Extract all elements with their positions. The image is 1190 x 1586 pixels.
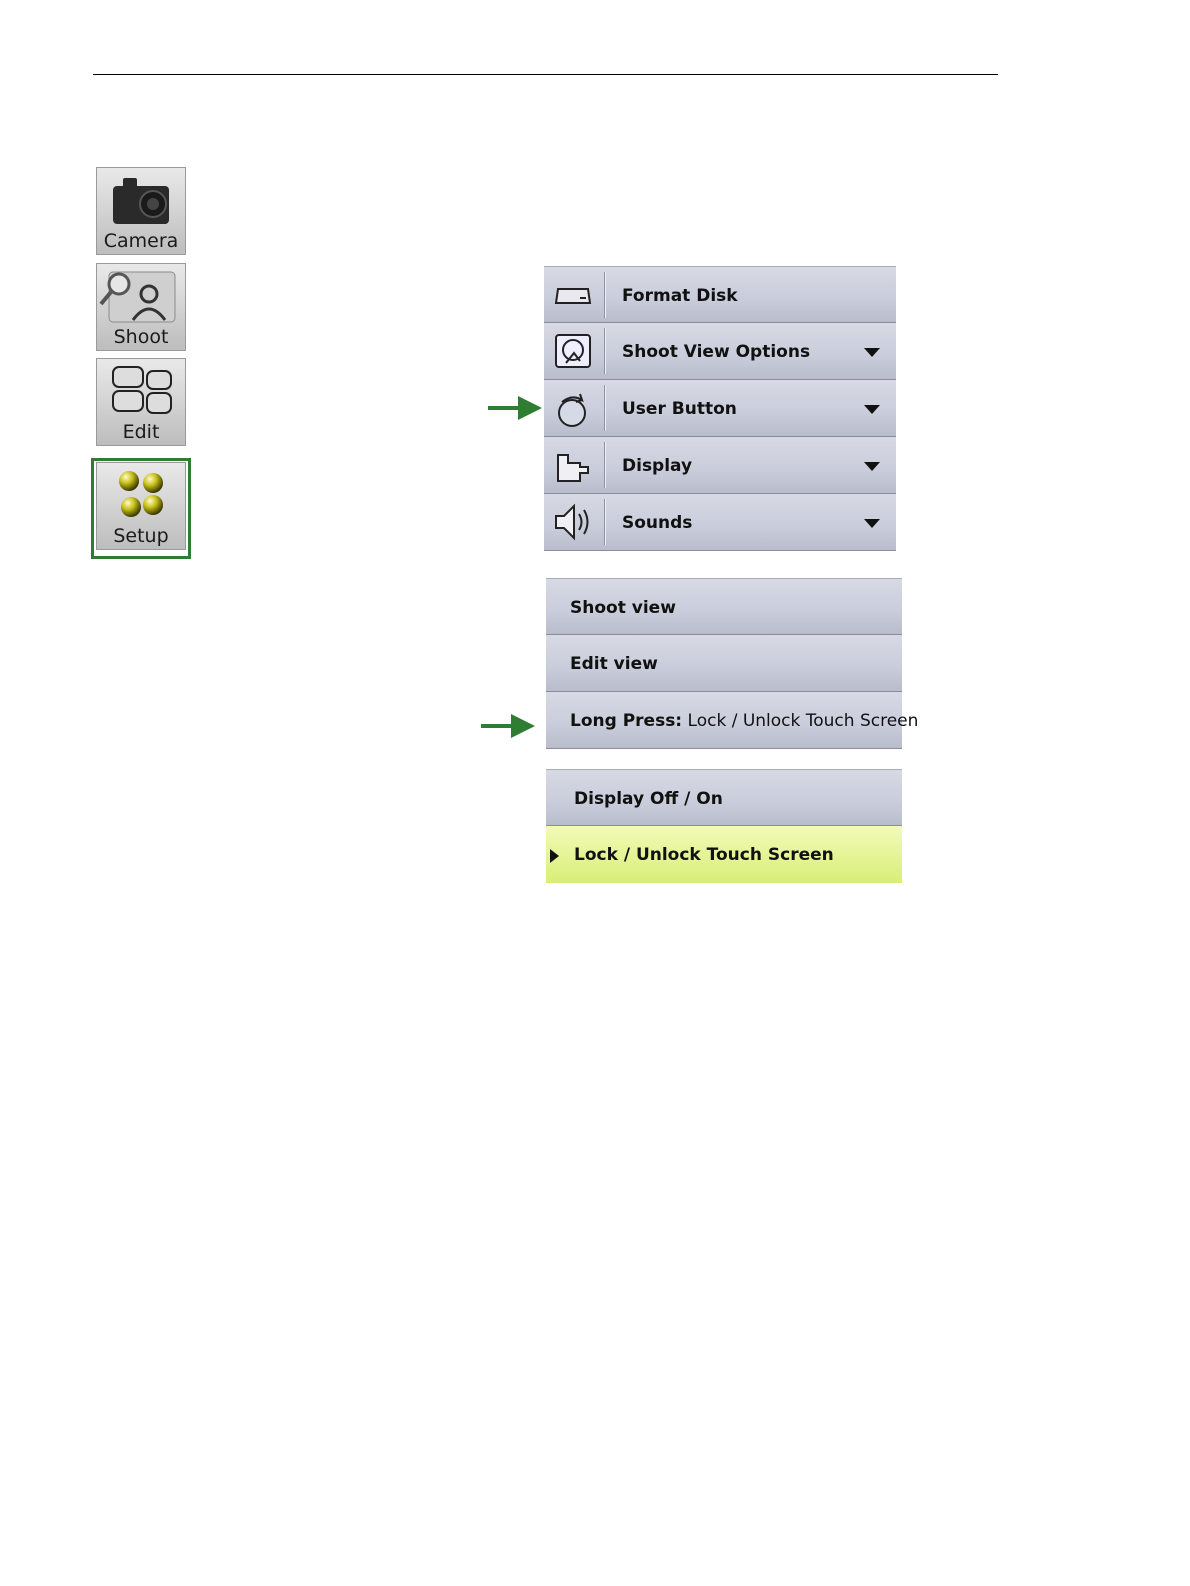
- menu-item-user-button[interactable]: [544, 380, 896, 437]
- speaker-icon: [544, 494, 602, 550]
- menu-item-label: Display: [622, 456, 693, 476]
- selected-marker-icon: [550, 849, 559, 863]
- menu-item-label: Edit view: [570, 654, 658, 674]
- user-button-menu: [546, 578, 919, 749]
- long-press-prefix: Long Press:: [570, 711, 683, 731]
- chevron-down-icon[interactable]: [864, 462, 880, 471]
- chevron-down-icon[interactable]: [864, 348, 880, 357]
- menu-item-shoot-view-options[interactable]: [544, 323, 896, 380]
- green-arrow-icon: [488, 394, 544, 422]
- chevron-down-icon[interactable]: [864, 405, 880, 414]
- mode-tab-label: Setup: [113, 525, 169, 547]
- disk-icon: [544, 267, 602, 322]
- header-rule: [93, 74, 998, 75]
- menu-item-label: Format Disk: [622, 286, 738, 306]
- menu-item-label: User Button: [622, 399, 737, 419]
- long-press-value: Lock / Unlock Touch Screen: [682, 711, 919, 731]
- hand-pointer-icon: [544, 437, 602, 493]
- mode-tab-setup[interactable]: [96, 462, 186, 550]
- menu-item-label: Display Off / On: [574, 789, 723, 809]
- menu-item-label: Lock / Unlock Touch Screen: [574, 845, 834, 865]
- mode-tab-label: Shoot: [113, 326, 169, 348]
- icon-separator: [604, 385, 605, 431]
- menu-item-display[interactable]: [544, 437, 896, 494]
- icon-separator: [604, 272, 605, 318]
- menu-item-lock-unlock[interactable]: [546, 826, 902, 883]
- user-button-icon: [544, 380, 602, 436]
- mode-tab-camera[interactable]: [96, 167, 186, 255]
- shoot-view-icon: [544, 323, 602, 379]
- mode-tab-edit[interactable]: [96, 358, 186, 446]
- menu-item-shoot-view[interactable]: [546, 578, 902, 635]
- menu-item-edit-view[interactable]: [546, 635, 902, 692]
- chevron-down-icon[interactable]: [864, 519, 880, 528]
- menu-item-label: Shoot View Options: [622, 342, 811, 362]
- icon-separator: [604, 328, 605, 374]
- menu-item-display-off-on[interactable]: [546, 769, 902, 826]
- mode-tab-label: Camera: [103, 230, 179, 252]
- menu-item-label: [570, 692, 918, 750]
- setup-menu: [544, 266, 896, 551]
- green-arrow-icon: [481, 712, 537, 740]
- menu-item-long-press[interactable]: [546, 692, 919, 749]
- icon-separator: [604, 499, 605, 545]
- mode-tab-label: Edit: [122, 421, 160, 443]
- menu-item-label: Sounds: [622, 513, 693, 533]
- mode-tab-shoot[interactable]: [96, 263, 186, 351]
- menu-item-sounds[interactable]: [544, 494, 896, 551]
- menu-item-label: Shoot view: [570, 598, 676, 618]
- menu-item-format-disk[interactable]: [544, 266, 896, 323]
- icon-separator: [604, 442, 605, 488]
- long-press-menu: [546, 769, 902, 883]
